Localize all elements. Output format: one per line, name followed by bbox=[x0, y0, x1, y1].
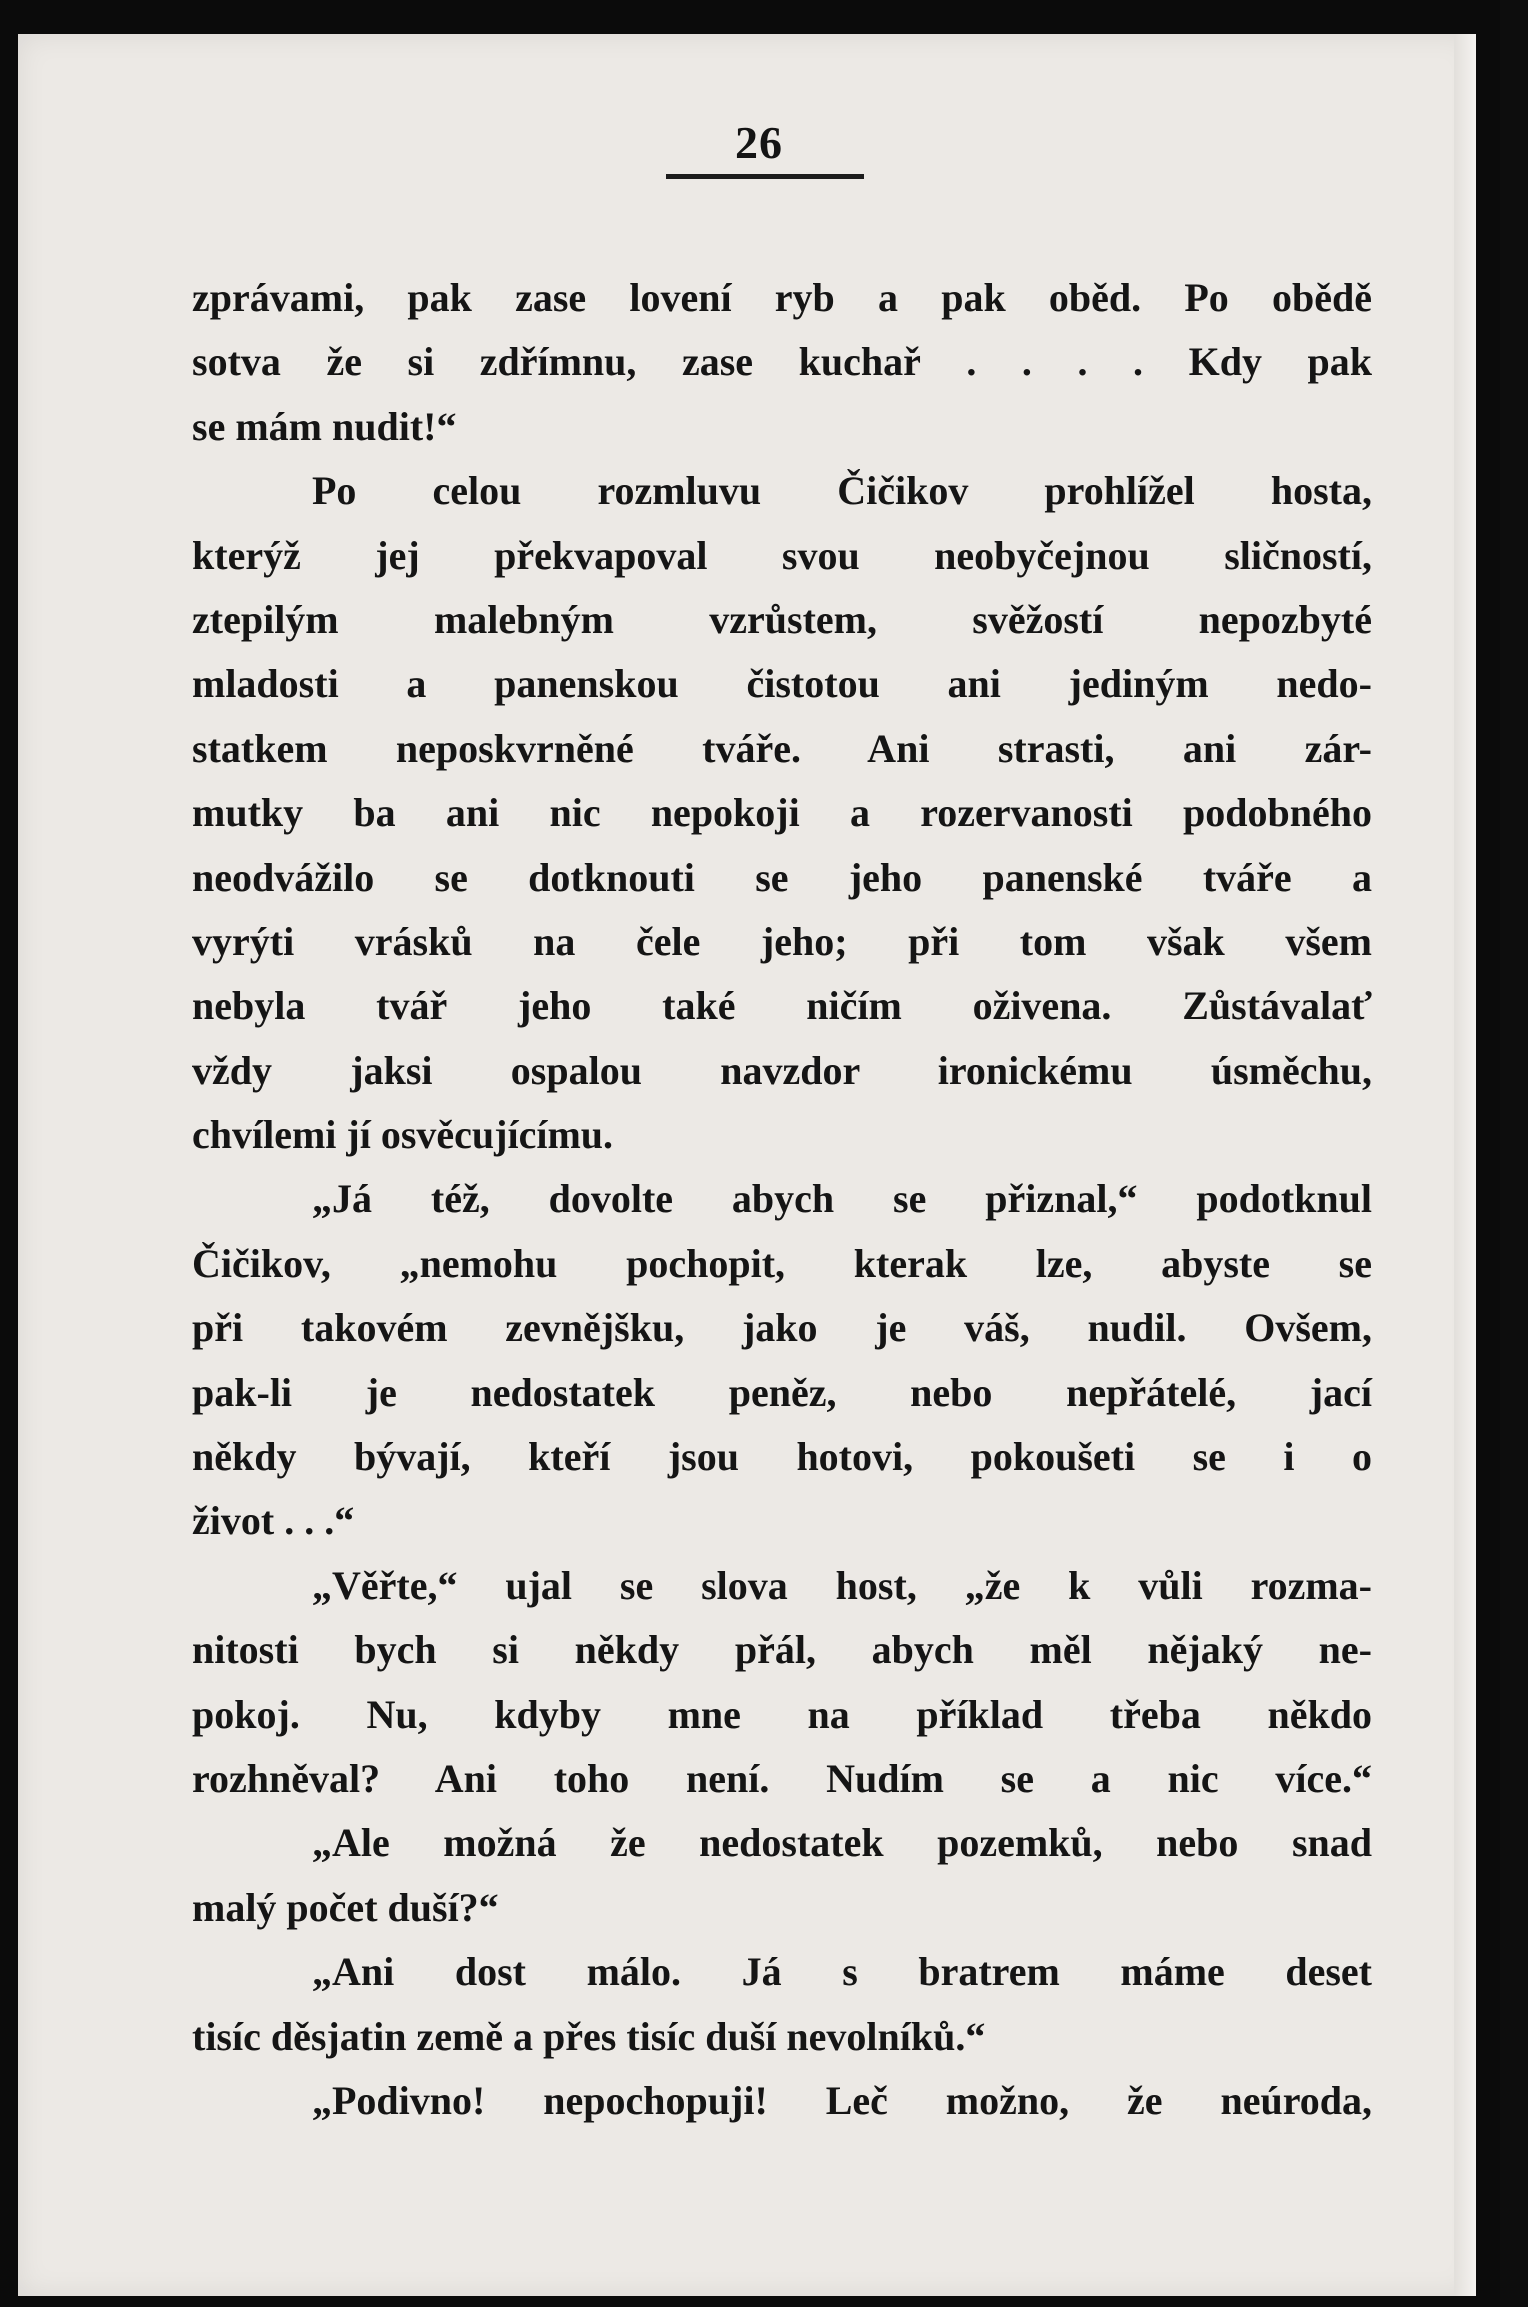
text-line: ztepilým malebným vzrůstem, svěžostí nepozbyté bbox=[192, 596, 1372, 642]
book-page bbox=[18, 34, 1476, 2296]
text-line: Po celou rozmluvu Čičikov prohlížel hosta, bbox=[312, 468, 1372, 514]
text-line: malý počet duší?“ bbox=[192, 1884, 499, 1930]
page-number-rule bbox=[666, 174, 864, 179]
body-text bbox=[192, 266, 1372, 2133]
text-line: statkem neposkvrněné tváře. Ani strasti, ani zár- bbox=[192, 725, 1372, 771]
text-line: se mám nudit!“ bbox=[192, 403, 457, 449]
page-gutter bbox=[1454, 34, 1476, 2296]
text-line: rozhněval? Ani toho není. Nudím se a nic více.“ bbox=[192, 1755, 1372, 1801]
text-line: Čičikov, „nemohu pochopit, kterak lze, abyste se bbox=[192, 1240, 1372, 1286]
scan-edge bbox=[1500, 0, 1528, 2307]
text-line: „Ale možná že nedostatek pozemků, nebo snad bbox=[312, 1820, 1372, 1866]
text-line: neodvážilo se dotknouti se jeho panenské tváře a bbox=[192, 854, 1372, 900]
text-line: nebyla tvář jeho také ničím oživena. Zůstávalať bbox=[192, 983, 1372, 1029]
text-line: sotva že si zdřímnu, zase kuchař . . . . Kdy pak bbox=[192, 339, 1372, 385]
text-line: život . . .“ bbox=[192, 1498, 355, 1544]
text-line: pokoj. Nu, kdyby mne na příklad třeba někdo bbox=[192, 1691, 1372, 1737]
text-line: tisíc děsjatin země a přes tisíc duší nevolníků.“ bbox=[192, 2013, 986, 2059]
text-line: někdy bývají, kteří jsou hotovi, pokoušeti se i o bbox=[192, 1434, 1372, 1480]
text-line: pak-li je nedostatek peněz, nebo nepřátelé, jací bbox=[192, 1369, 1372, 1415]
text-line: vždy jaksi ospalou navzdor ironickému úsměchu, bbox=[192, 1047, 1372, 1093]
text-line: zprávami, pak zase lovení ryb a pak oběd. Po obědě bbox=[192, 275, 1372, 320]
text-line: mutky ba ani nic nepokoji a rozervanosti podobného bbox=[192, 790, 1372, 836]
text-line: vyrýti vrásků na čele jeho; při tom však všem bbox=[192, 918, 1372, 964]
text-line: při takovém zevnějšku, jako je váš, nudil. Ovšem, bbox=[192, 1305, 1372, 1351]
text-line: chvílemi jí osvěcujícímu. bbox=[192, 1112, 614, 1158]
text-line: „Podivno! nepochopuji! Leč možno, že neúroda, bbox=[312, 2077, 1372, 2123]
text-line: mladosti a panenskou čistotou ani jediným nedo- bbox=[192, 661, 1372, 707]
text-line: „Já též, dovolte abych se přiznal,“ podotknul bbox=[312, 1176, 1372, 1222]
text-line: „Ani dost málo. Já s bratrem máme deset bbox=[312, 1949, 1372, 1995]
text-line: nitosti bych si někdy přál, abych měl nějaký ne- bbox=[192, 1627, 1372, 1673]
page-number: 26 bbox=[735, 117, 783, 168]
text-line: „Věřte,“ ujal se slova host, „že k vůli rozma- bbox=[312, 1562, 1372, 1608]
text-line: kterýž jej překvapoval svou neobyčejnou sličností, bbox=[192, 532, 1372, 578]
